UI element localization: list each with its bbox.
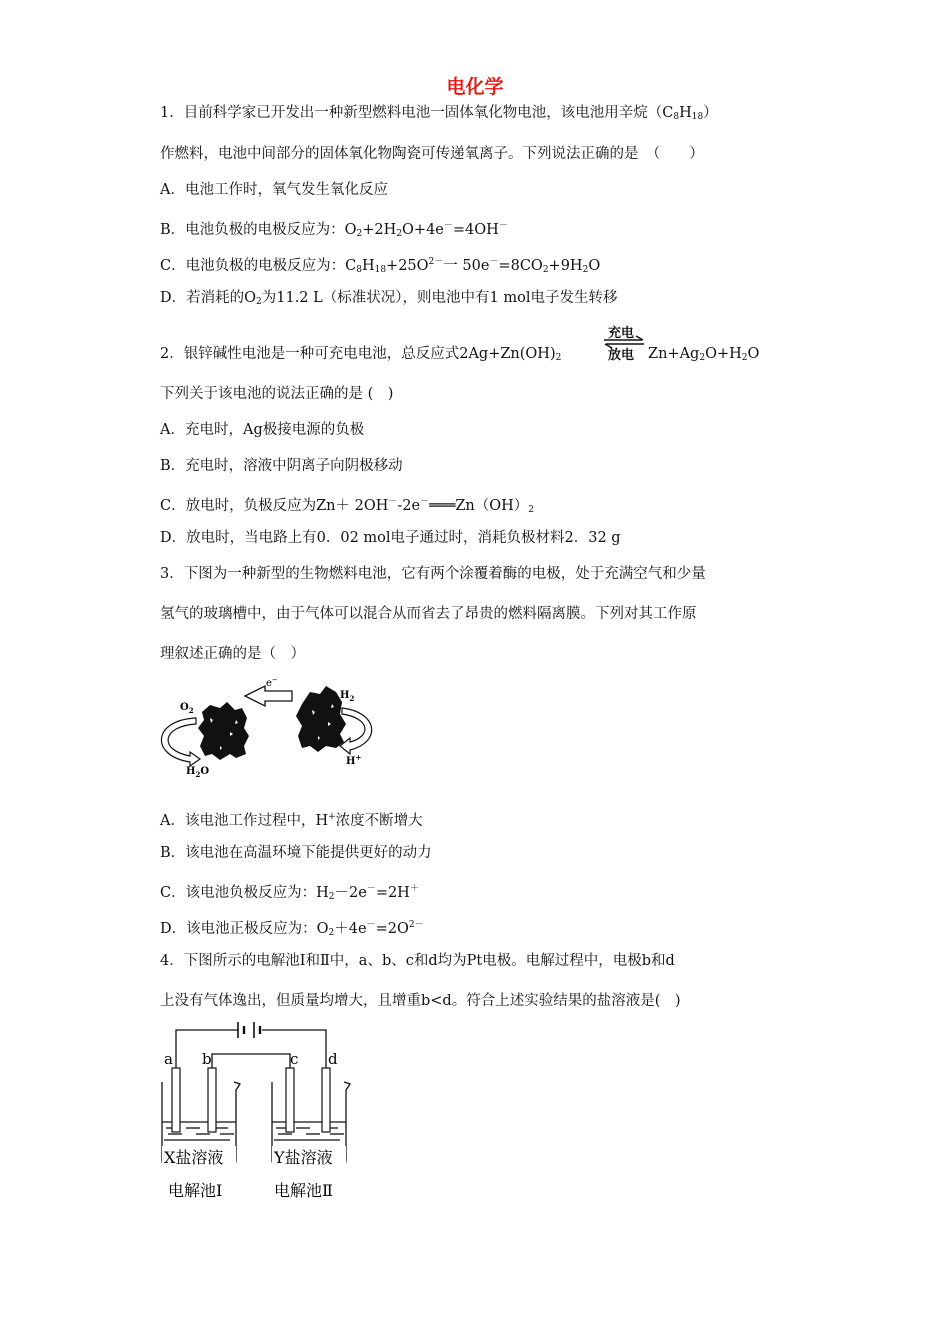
hplus-label: H+ [346,753,362,767]
electrode-a [172,1068,180,1132]
q2-stem-products: $Zn+Ag_2O+H_2O$ [648,346,760,363]
left-cycle-arrow-icon [161,718,200,766]
q1-option-d: D．若消耗的$O_2$为11.2 L（标准状况），则电池中有1 mol电子发生转移 [160,290,618,307]
q1-stem-line2: 作燃料，电池中间部分的固体氧化物陶瓷可传递氧离子。下列说法正确的是 （ ） [160,146,704,162]
cathode-electrode [198,702,249,760]
q3-stem-line2: 氢气的玻璃槽中，由于气体可以混合从而省去了昂贵的燃料隔离膜。下列对其工作原 [160,606,697,622]
electron-flow-arrow-icon [245,686,292,706]
q2-stem-line1: 2．银锌碱性电池是一种可充电电池，总反应式$2Ag+Zn(OH)_2$ [160,346,562,363]
q2-option-c: C．放电时，负极反应为$Zn+ 2OH^--2e^-═══Zn(OH)_2$ [160,497,535,515]
h2o-label: $H_2O$ [186,766,210,779]
q3-option-a: A．该电池工作过程中，H+浓度不断增大 [160,812,423,829]
page-title: 电化学 [446,76,504,98]
electrode-b [208,1068,216,1132]
o2-label: $O_2$ [180,702,194,715]
q2-option-d: D．放电时，当电路上有0．02 mol电子通过时，消耗负极材料2．32 g [160,530,621,546]
y-solution-label: Y盐溶液 [274,1148,333,1167]
q3-option-c: C．该电池负极反应为：$H_2-2e^-=2H^+$ [160,884,419,902]
q4-stem-line2: 上没有气体逸出，但质量均增大，且增重b<d。符合上述实验结果的盐溶液是( ) [160,993,681,1009]
electron-label: e− [266,676,278,689]
q3-stem-line1: 3．下图为一种新型的生物燃料电池，它有两个涂覆着酶的电极，处于充满空气和少量 [160,566,706,582]
electrolysis-cells-diagram [150,1018,370,1208]
q3-option-b: B．该电池在高温环境下能提供更好的动力 [160,845,432,861]
discharge-label: 放电 [608,348,635,363]
q1-stem-line1: 1．目前科学家已开发出一种新型燃料电池一固体氧化物电池，该电池用辛烷$(C_8H_{18})$ [160,105,718,122]
q4-stem-line1: 4．下图所示的电解池Ⅰ和Ⅱ中，a、b、c和d均为Pt电极。电解过程中，电极b和d [160,953,675,969]
label-d: d [328,1050,338,1068]
cell-2-label: 电解池Ⅱ [274,1181,333,1200]
x-solution-label: X盐溶液 [164,1148,224,1167]
cell-1-label: 电解池Ⅰ [168,1181,223,1200]
charge-label: 充电 [608,326,635,341]
q3-stem-line3: 理叙述正确的是（ ） [160,646,305,662]
q1-option-b: B．电池负极的电极反应为：$O_2+2H_2O+4e^-=4OH^-$ [160,221,508,239]
anode-electrode [296,686,346,752]
electrode-c [286,1068,294,1132]
reversible-arrow [602,322,646,362]
q2-option-b: B．充电时，溶液中阴离子向阴极移动 [160,458,403,474]
q1-option-c: C．电池负极的电极反应为：$C_8H_{18}+25O^{2-}$一 $50e^-=8CO_2+9H_2O$ [160,257,601,275]
q2-option-a: A．充电时，Ag极接电源的负极 [160,422,365,438]
electrode-d [322,1068,330,1132]
q1-option-a: A．电池工作时，氧气发生氧化反应 [160,182,388,198]
label-c: c [290,1050,299,1068]
h2-label: $H_2$ [340,690,355,703]
right-cycle-arrow-icon [340,708,372,754]
biofuel-cell-diagram [150,672,390,788]
q2-stem-line2: 下列关于该电池的说法正确的是 ( ) [160,386,394,402]
label-a: a [164,1050,173,1068]
label-b: b [202,1050,212,1068]
q3-option-d: D．该电池正极反应为：$O_2+4e^-=2O^{2-}$ [160,920,424,938]
